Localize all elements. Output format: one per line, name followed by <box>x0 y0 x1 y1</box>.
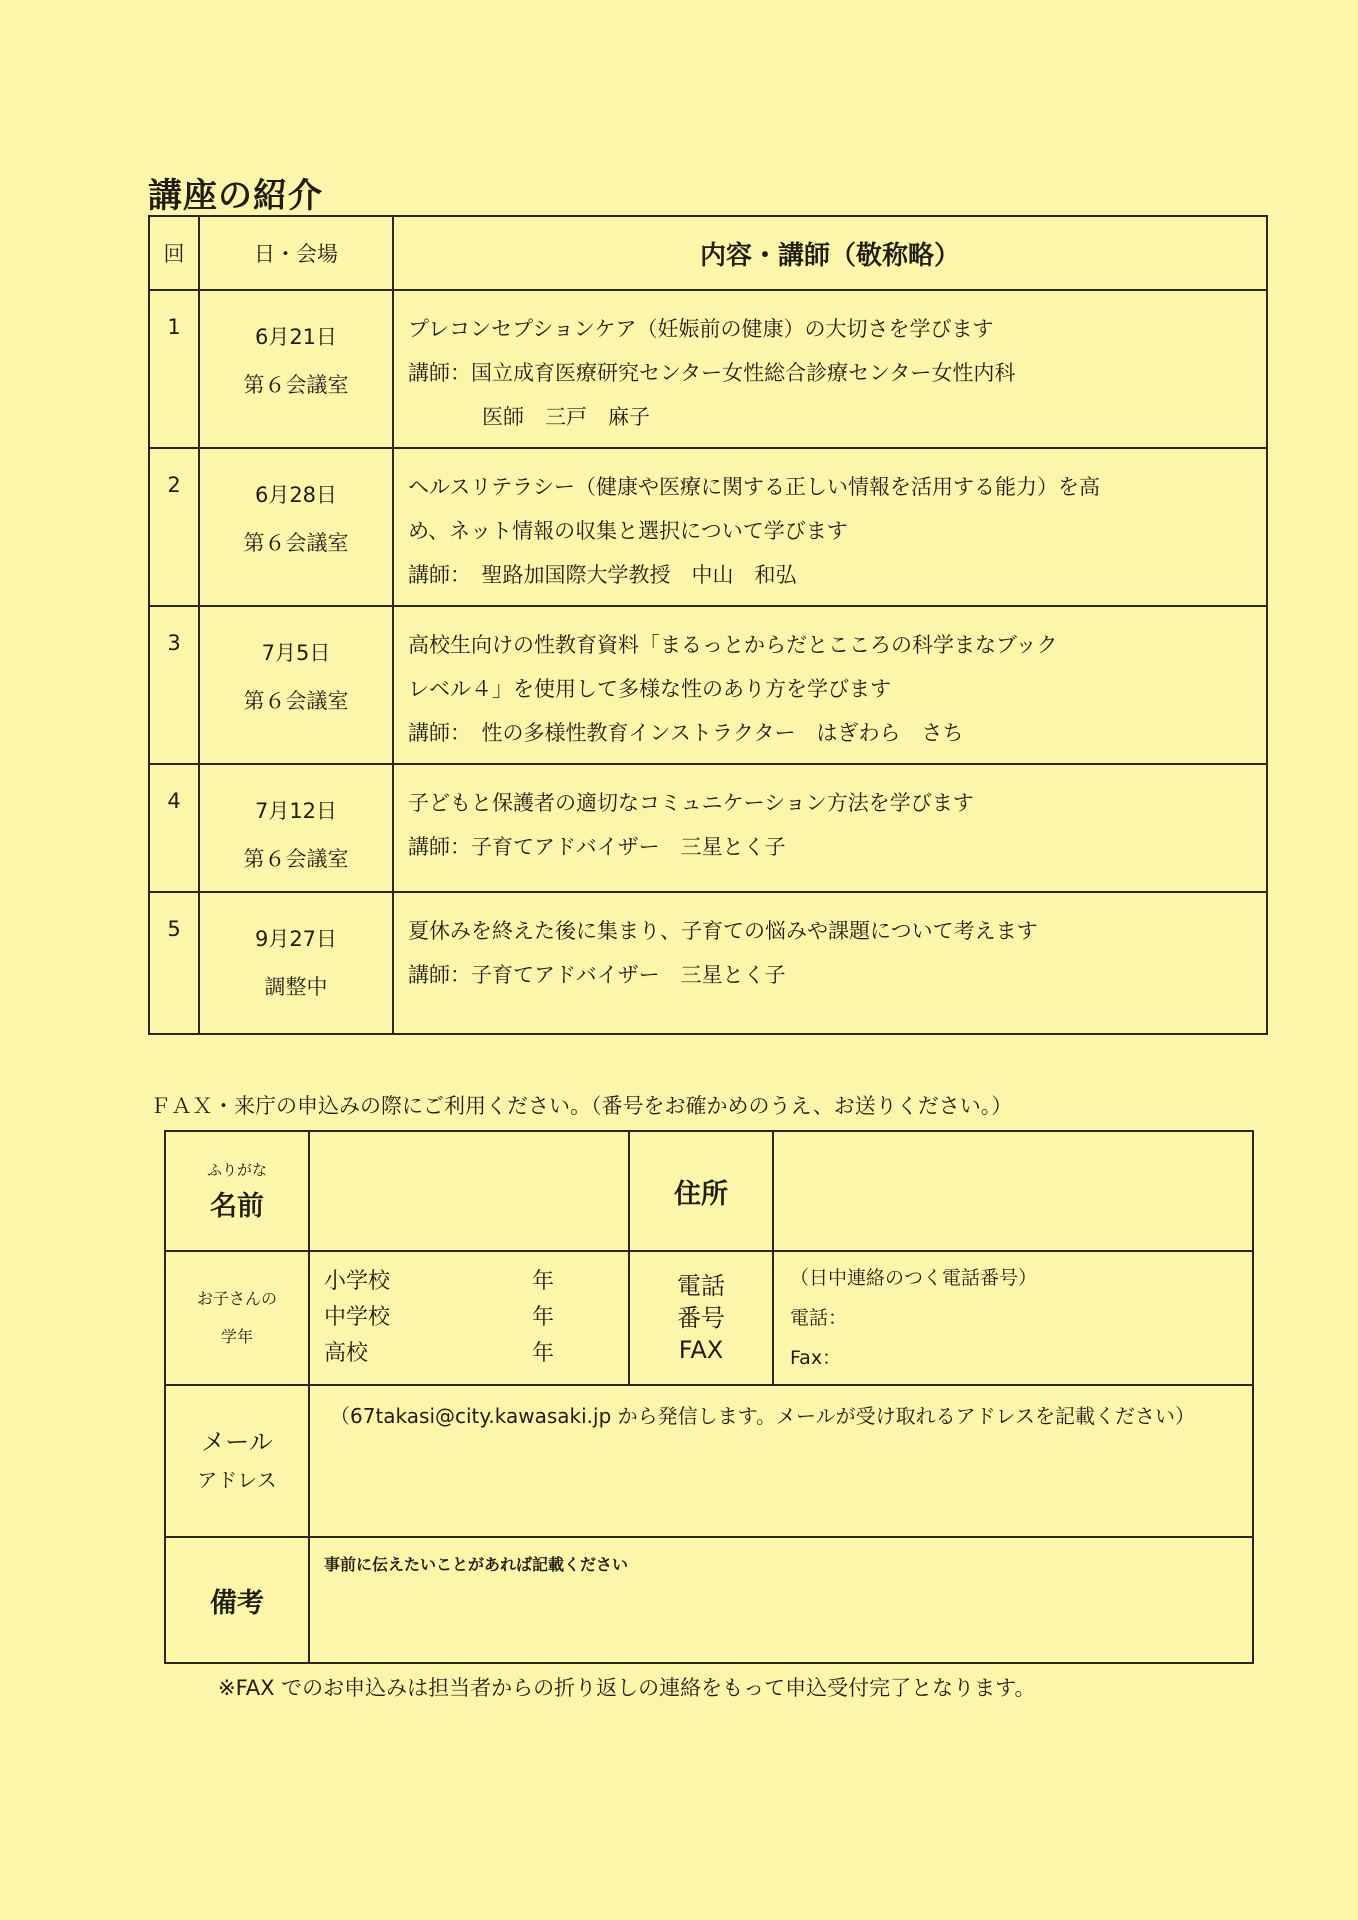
phone-field: 電話： <box>790 1307 848 1329</box>
grade-cell[interactable] <box>309 1251 629 1385</box>
grade-unit: 年 <box>531 1341 554 1366</box>
address-label: 住所 <box>674 1178 728 1210</box>
header-date: 日・会場 <box>199 216 393 290</box>
course-line: 講師： 聖路加国際大学教授 中山 和弘 <box>408 563 797 587</box>
grade-school: 高校 <box>324 1341 369 1366</box>
course-date-cell <box>199 290 393 448</box>
course-date: 7月12日 <box>254 799 338 823</box>
course-date: 6月28日 <box>254 483 338 507</box>
course-venue: 調整中 <box>264 975 328 999</box>
email-input[interactable] <box>309 1385 1253 1537</box>
phone-label: 電話 <box>677 1272 725 1300</box>
child-label: お子さんの <box>196 1289 277 1308</box>
course-date-cell <box>199 606 393 764</box>
course-row <box>149 290 1267 448</box>
course-content <box>393 448 1267 606</box>
course-line: 講師： 性の多様性教育インストラクター はぎわら さち <box>408 721 964 745</box>
header-content: 内容・講師（敬称略） <box>393 216 1267 290</box>
name-furigana: ふりがな <box>206 1161 267 1179</box>
form-row-child <box>165 1251 1253 1385</box>
course-row <box>149 892 1267 1034</box>
email-label-address: アドレス <box>197 1468 277 1492</box>
course-num: 4 <box>149 764 199 892</box>
course-venue: 第６会議室 <box>243 689 349 713</box>
course-row <box>149 764 1267 892</box>
remarks-label: 備考 <box>210 1587 264 1619</box>
email-label: メール <box>201 1428 273 1456</box>
course-date: 6月21日 <box>254 325 338 349</box>
course-line: 高校生向けの性教育資料「まるっとからだとこころの科学まなブック <box>408 633 1058 657</box>
course-row <box>149 448 1267 606</box>
course-venue: 第６会議室 <box>243 373 349 397</box>
phone-cell[interactable] <box>773 1251 1253 1385</box>
grade-unit: 年 <box>531 1269 554 1294</box>
name-label: 名前 <box>210 1191 264 1222</box>
course-line: 講師：子育てアドバイザー 三星とく子 <box>408 835 786 859</box>
header-num: 回 <box>149 216 199 290</box>
course-row <box>149 606 1267 764</box>
application-form <box>164 1130 1254 1664</box>
section-title: 講座の紹介 <box>148 176 323 216</box>
course-line: 夏休みを終えた後に集まり、子育ての悩みや課題について考えます <box>408 919 1038 943</box>
phone-label-number: 番号 <box>677 1304 725 1332</box>
course-line: 講師：子育てアドバイザー 三星とく子 <box>408 963 786 987</box>
address-input[interactable] <box>773 1131 1253 1251</box>
course-num: 5 <box>149 892 199 1034</box>
name-label-cell <box>165 1131 309 1251</box>
course-content <box>393 764 1267 892</box>
grade-row <box>324 1300 554 1336</box>
course-table <box>148 215 1268 1035</box>
email-note: （67takasi@city.kawasaki.jp から発信します。メールが受け取れるアドレスを記載ください） <box>330 1404 1196 1428</box>
phone-note: （日中連絡のつく電話番号） <box>790 1267 1038 1289</box>
grade-row <box>324 1264 554 1300</box>
form-row-name <box>165 1131 1253 1251</box>
course-num: 3 <box>149 606 199 764</box>
course-line: 医師 三戸 麻子 <box>482 405 650 429</box>
form-row-email <box>165 1385 1253 1537</box>
phone-label-fax: FAX <box>678 1336 724 1364</box>
course-line: レベル４」を使用して多様な性のあり方を学びます <box>408 677 891 701</box>
course-date: 7月5日 <box>261 641 331 665</box>
name-input[interactable] <box>309 1131 629 1251</box>
email-label-cell <box>165 1385 309 1537</box>
course-line: ヘルスリテラシー（健康や医療に関する正しい情報を活用する能力）を高 <box>408 475 1100 499</box>
remarks-label-cell <box>165 1537 309 1663</box>
form-row-remarks <box>165 1537 1253 1663</box>
course-venue: 第６会議室 <box>243 847 349 871</box>
course-line: 子どもと保護者の適切なコミュニケーション方法を学びます <box>408 791 974 815</box>
course-num: 2 <box>149 448 199 606</box>
fax-field: Fax： <box>790 1347 842 1369</box>
course-date-cell <box>199 892 393 1034</box>
grade-row <box>324 1336 554 1372</box>
phone-label-cell <box>629 1251 773 1385</box>
course-date: 9月27日 <box>254 927 338 951</box>
course-venue: 第６会議室 <box>243 531 349 555</box>
course-line: め、ネット情報の収集と選択について学びます <box>408 519 848 543</box>
child-label-cell <box>165 1251 309 1385</box>
footer-note: ※FAX でのお申込みは担当者からの折り返しの連絡をもって申込受付完了となります。 <box>218 1676 1036 1700</box>
course-date-cell <box>199 764 393 892</box>
remarks-note: 事前に伝えたいことがあれば記載ください <box>324 1555 629 1574</box>
course-content <box>393 892 1267 1034</box>
course-content <box>393 606 1267 764</box>
grade-school: 中学校 <box>324 1305 391 1330</box>
course-line: 講師：国立成育医療研究センター女性総合診療センター女性内科 <box>408 361 1016 385</box>
course-num: 1 <box>149 290 199 448</box>
grade-unit: 年 <box>531 1305 554 1330</box>
fax-note: ＦＡＸ・来庁の申込みの際にご利用ください。（番号をお確かめのうえ、お送りください。） <box>150 1094 1013 1118</box>
address-label-cell <box>629 1131 773 1251</box>
course-date-cell <box>199 448 393 606</box>
course-content <box>393 290 1267 448</box>
course-line: プレコンセプションケア（妊娠前の健康）の大切さを学びます <box>408 317 994 341</box>
course-table-header <box>149 216 1267 290</box>
remarks-input[interactable] <box>309 1537 1253 1663</box>
grade-school: 小学校 <box>324 1269 391 1294</box>
child-label-grade: 学年 <box>220 1327 253 1346</box>
